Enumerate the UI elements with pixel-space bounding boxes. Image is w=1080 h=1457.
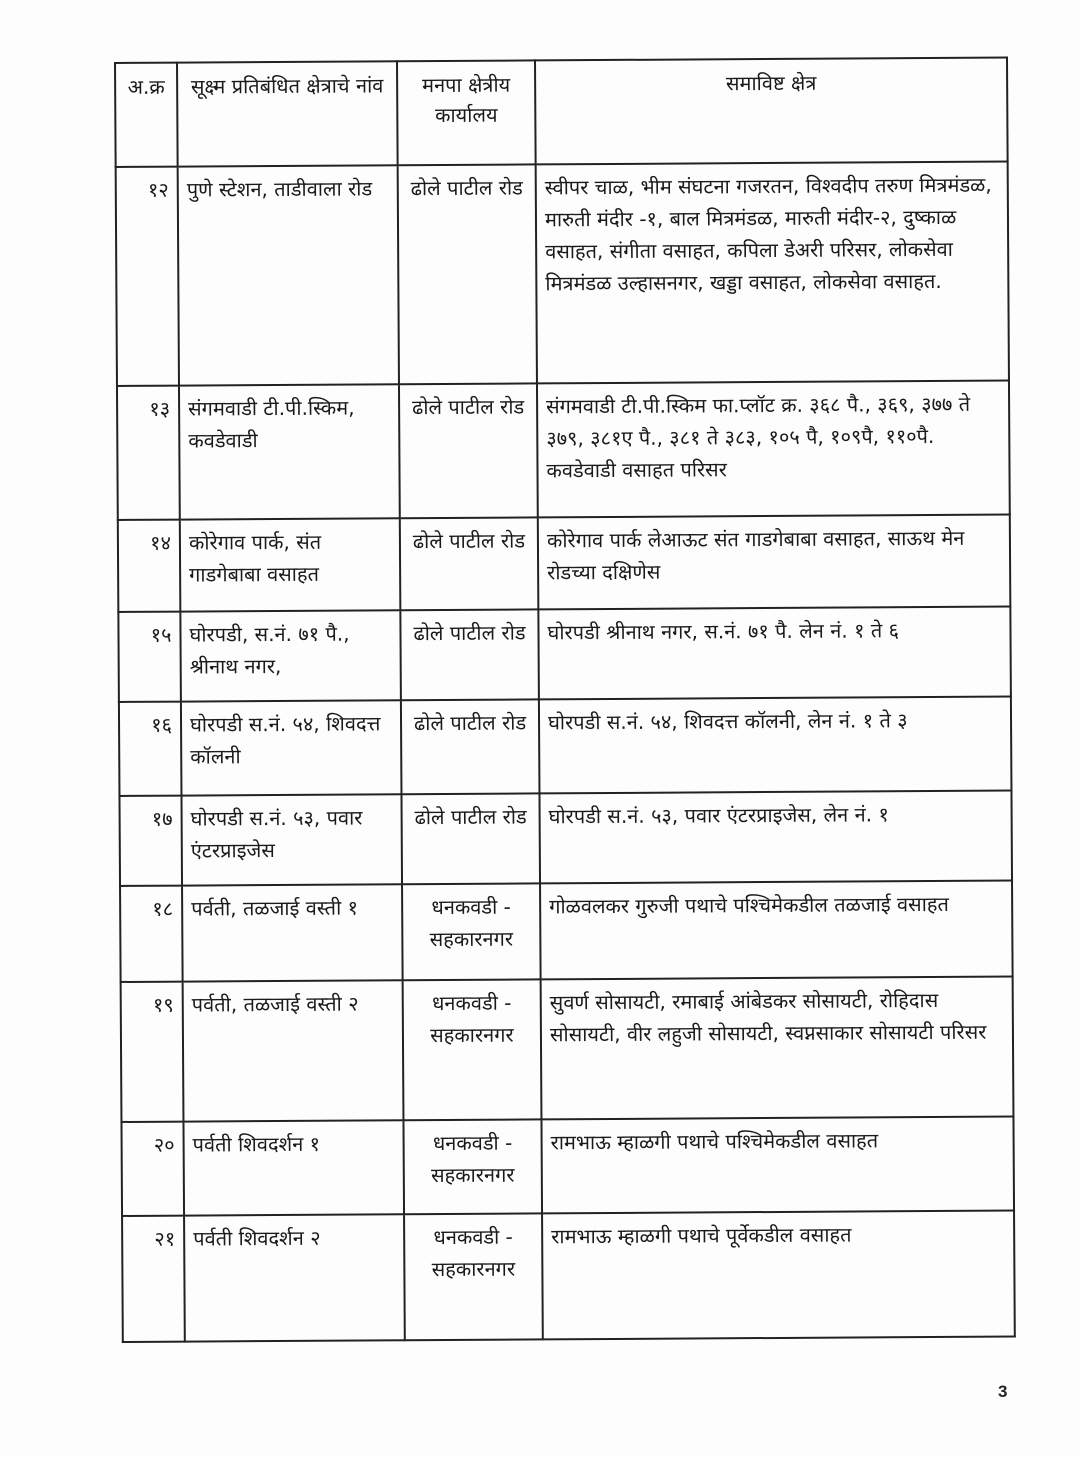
included-area: कोरेगाव पार्क लेआऊट संत गाडगेबाबा वसाहत, साऊथ मेन रोडच्या दक्षिणेस — [538, 515, 1011, 610]
included-area: गोळवलकर गुरुजी पथाचे पश्चिमेकडील तळजाई वसाहत — [540, 881, 1013, 980]
header-serial-no: अ.क्र — [115, 63, 178, 167]
included-area: रामभाऊ म्हाळगी पथाचे पूर्वेकडील वसाहत — [542, 1211, 1015, 1340]
serial-no: १२ — [116, 167, 179, 386]
ward-office: ढोले पाटील रोड — [400, 609, 539, 700]
table-row — [116, 162, 1009, 386]
ward-office: धनकवडी - सहकारनगर — [402, 883, 541, 980]
table-row — [122, 1211, 1015, 1342]
serial-no: १६ — [119, 702, 182, 796]
zone-name: संगमवाडी टी.पी.स्किम, कवडेवाडी — [179, 384, 400, 519]
serial-no: १४ — [118, 520, 181, 612]
ward-office: ढोले पाटील रोड — [400, 517, 539, 610]
included-area: स्वीपर चाळ, भीम संघटना गजरतन, विश्वदीप तरुण मित्रमंडळ, मारुती मंदीर -१, बाल मित्रमंडळ, मारुती मंदीर-२, दुष्काळ वसाहत, संगीता वसाहत, कपिला डेअरी परिसर, लोकसेवा मित्रमंडळ उल्हासनगर, खड्डा वसाहत, लोकसेवा वसाहत. — [536, 162, 1009, 384]
zone-name: पर्वती, तळजाई वस्ती १ — [182, 884, 403, 981]
included-area: सुवर्ण सोसायटी, रमाबाई आंबेडकर सोसायटी, रोहिदास सोसायटी, वीर लहुजी सोसायटी, स्वप्नसाकार सोसायटी परिसर — [541, 977, 1014, 1120]
table-row — [117, 381, 1010, 520]
table-row — [118, 515, 1011, 612]
included-area: घोरपडी स.नं. ५४, शिवदत्त कॉलनी, लेन नं. १ ते ३ — [539, 697, 1012, 794]
ward-office: ढोले पाटील रोड — [398, 164, 537, 384]
table-row — [121, 1117, 1014, 1216]
serial-no: १५ — [118, 612, 181, 702]
serial-no: २१ — [122, 1216, 185, 1342]
serial-no: १९ — [121, 982, 184, 1122]
zone-name: पर्वती शिवदर्शन १ — [183, 1120, 404, 1215]
table-row — [119, 791, 1012, 886]
included-area: रामभाऊ म्हाळगी पथाचे पश्चिमेकडील वसाहत — [541, 1117, 1014, 1214]
header-included-area: समाविष्ट क्षेत्र — [535, 58, 1008, 165]
ward-office: धनकवडी - सहकारनगर — [403, 1119, 542, 1214]
zone-name: कोरेगाव पार्क, संत गाडगेबाबा वसाहत — [180, 518, 401, 611]
zone-name: पर्वती शिवदर्शन २ — [184, 1214, 405, 1341]
zone-name: पर्वती, तळजाई वस्ती २ — [183, 980, 404, 1121]
zone-name: पुणे स्टेशन, ताडीवाला रोड — [178, 165, 399, 385]
table-row — [121, 977, 1014, 1122]
table-row — [120, 881, 1013, 982]
header-zone-name: सूक्ष्म प्रतिबंधित क्षेत्राचे नांव — [177, 61, 398, 166]
table-row — [119, 697, 1012, 796]
ward-office: धनकवडी - सहकारनगर — [403, 979, 542, 1120]
included-area: संगमवाडी टी.पी.स्किम फा.प्लॉट क्र. ३६८ पै., ३६९, ३७७ ते ३७९, ३८१ए पै., ३८१ ते ३८३, १०५ पै, १०९पै, ११०पै. कवडेवाडी वसाहत परिसर — [537, 381, 1010, 518]
zone-name: घोरपडी स.नं. ५३, पवार एंटरप्राइजेस — [181, 794, 402, 885]
table-header-row — [115, 58, 1008, 167]
ward-office: ढोले पाटील रोड — [401, 793, 540, 884]
serial-no: १७ — [119, 796, 182, 886]
zone-name: घोरपडी स.नं. ५४, शिवदत्त कॉलनी — [181, 700, 402, 795]
serial-no: २० — [121, 1122, 184, 1216]
page-number: 3 — [998, 1382, 1008, 1401]
ward-office: ढोले पाटील रोड — [401, 699, 540, 794]
table-row — [118, 607, 1011, 702]
header-ward-office: मनपा क्षेत्रीय कार्यालय — [397, 60, 536, 165]
included-area: घोरपडी स.नं. ५३, पवार एंटरप्राइजेस, लेन नं. १ — [539, 791, 1012, 884]
serial-no: १३ — [117, 386, 180, 520]
zone-name: घोरपडी, स.नं. ७१ पै., श्रीनाथ नगर, — [180, 610, 401, 701]
ward-office: ढोले पाटील रोड — [399, 383, 538, 518]
serial-no: १८ — [120, 886, 183, 982]
ward-office: धनकवडी - सहकारनगर — [404, 1213, 543, 1340]
included-area: घोरपडी श्रीनाथ नगर, स.नं. ७१ पै. लेन नं. १ ते ६ — [538, 607, 1011, 700]
containment-zones-table — [114, 57, 1016, 1343]
